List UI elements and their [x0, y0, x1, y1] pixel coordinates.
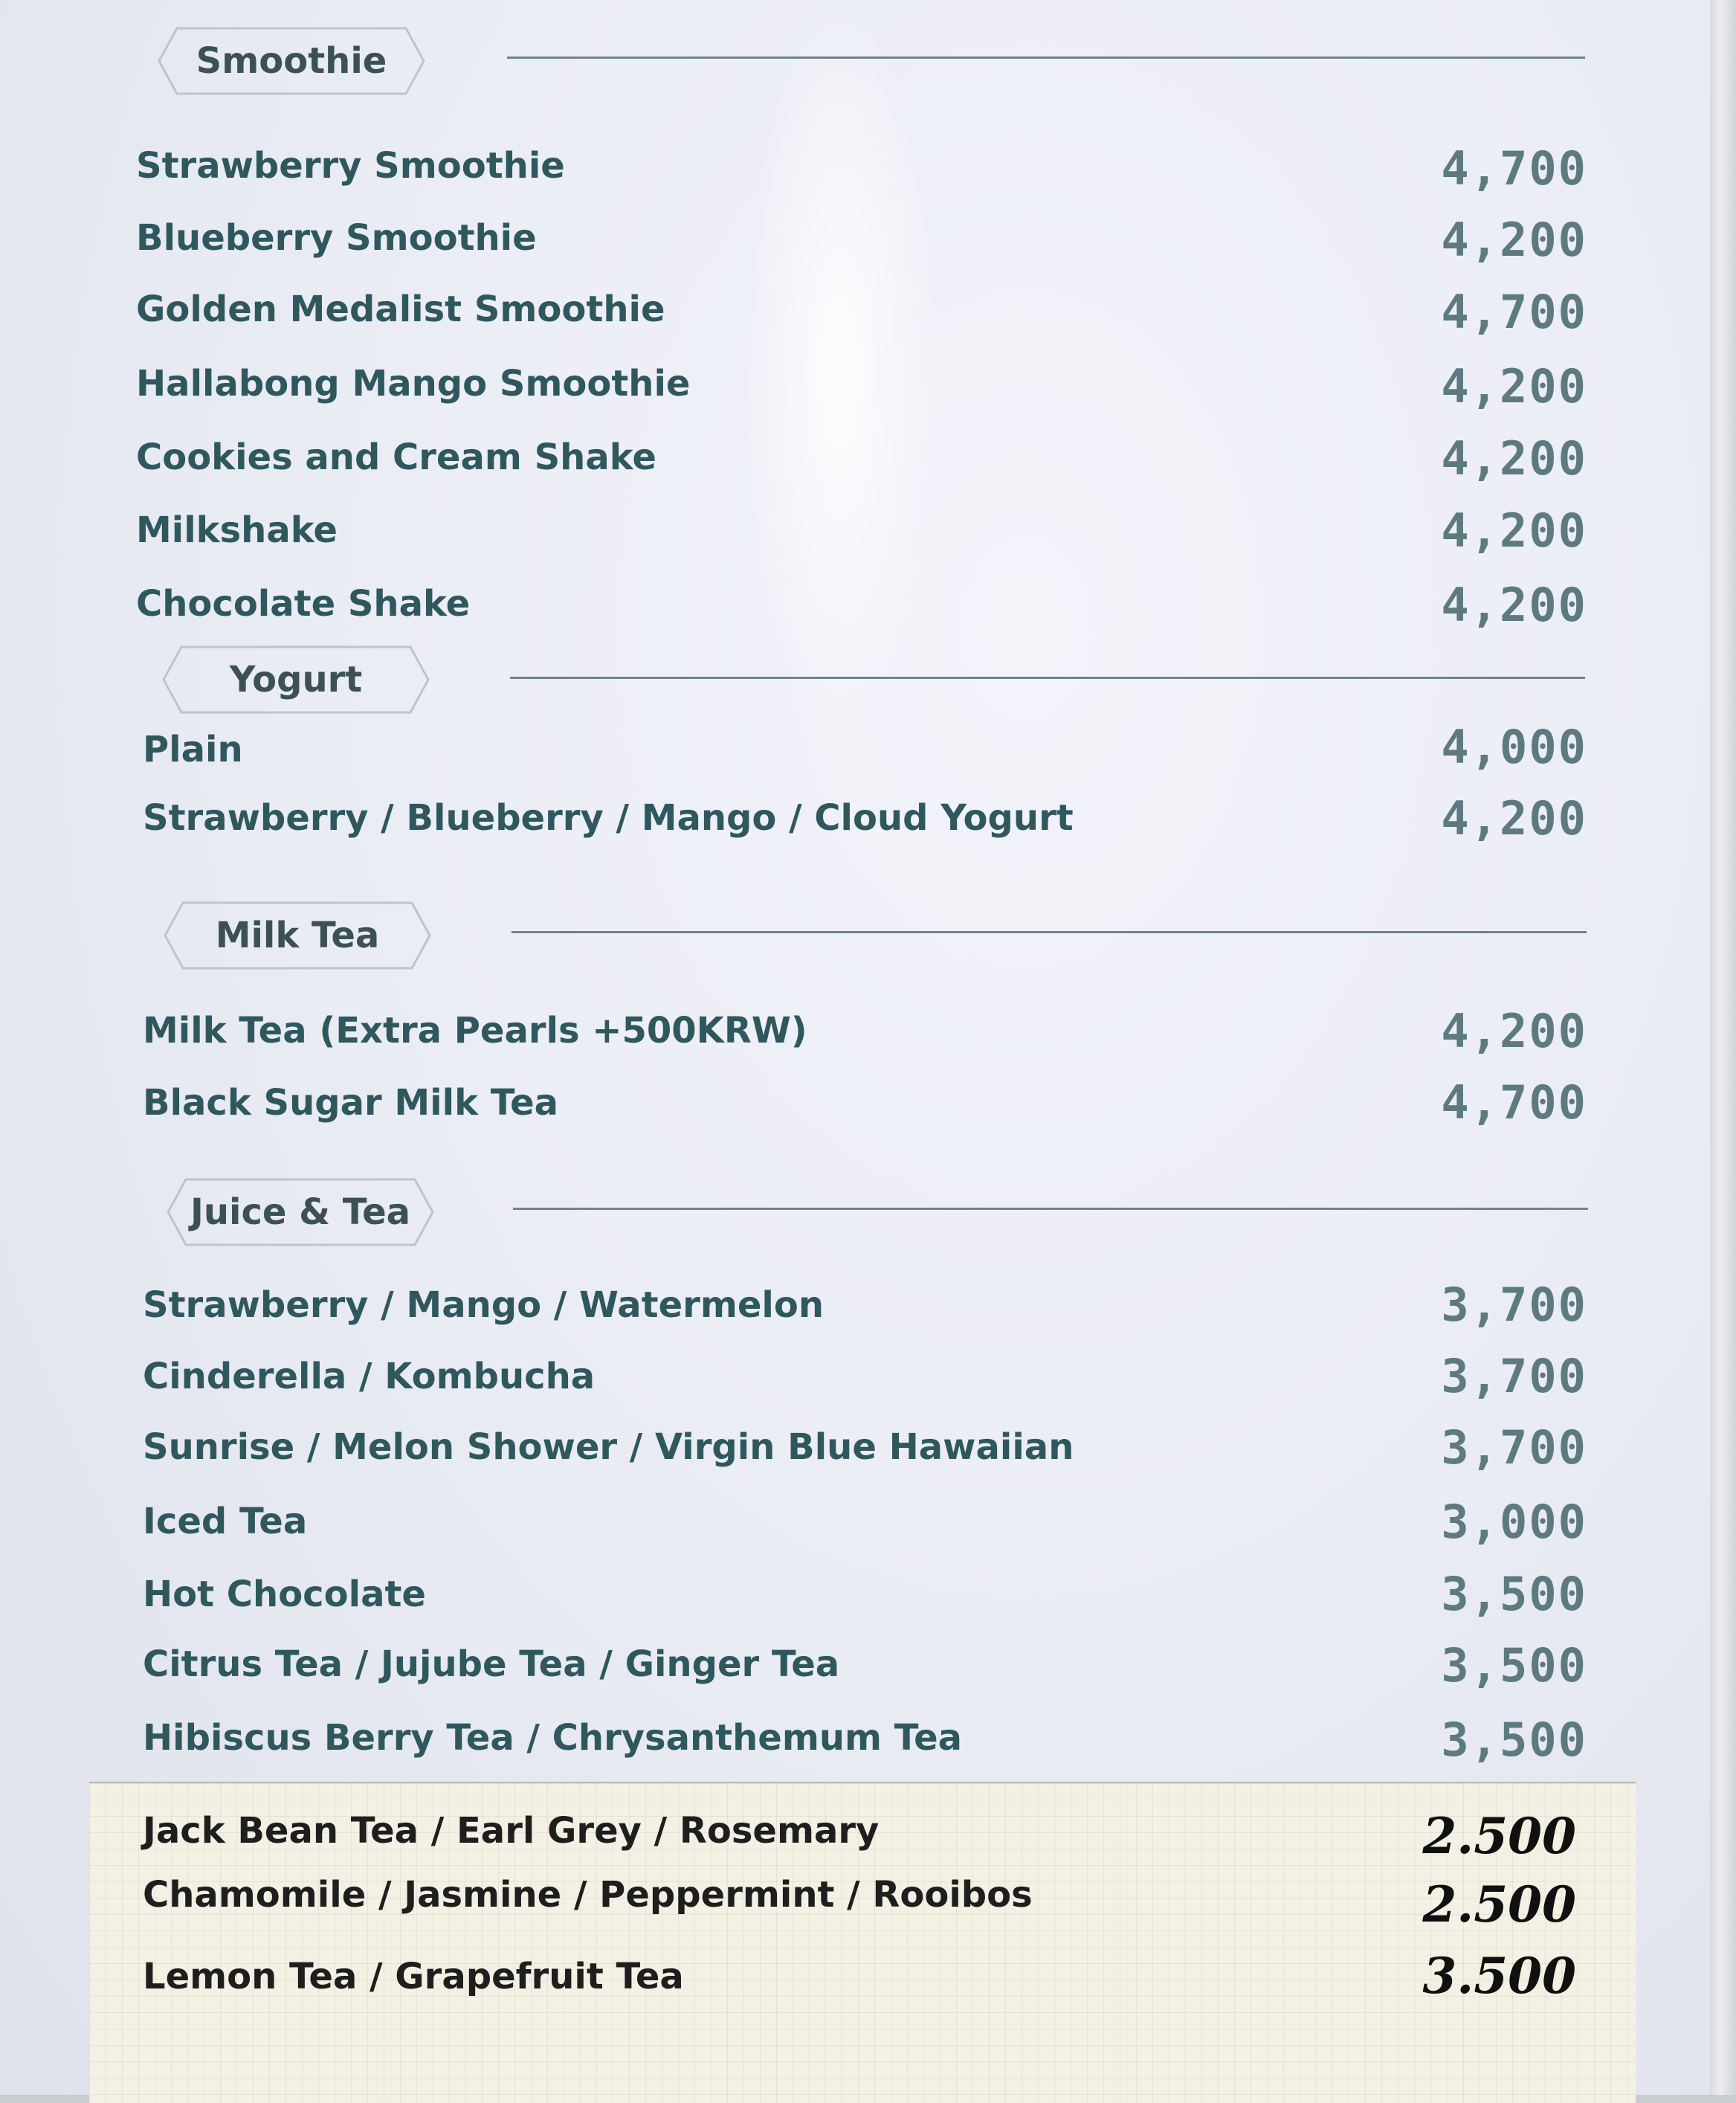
menu-item-name: Cinderella / Kombucha — [143, 1356, 596, 1397]
menu-item-name: Milkshake — [136, 509, 338, 551]
menu-item-price: 3,700 — [1441, 1278, 1587, 1332]
section-divider — [512, 931, 1587, 933]
menu-item-price: 4,000 — [1441, 720, 1587, 774]
section-title: Milk Tea — [215, 915, 380, 956]
menu-item-price: 4,200 — [1441, 1004, 1587, 1058]
menu-item-name: Plain — [143, 729, 243, 770]
note-item-price: 2.500 — [1422, 1875, 1576, 1933]
note-item-name: Lemon Tea / Grapefruit Tea — [143, 1956, 684, 1997]
menu-item-price: 4,700 — [1441, 285, 1587, 339]
section-divider — [507, 57, 1585, 59]
section-title: Smoothie — [196, 40, 387, 82]
menu-item-name: Chocolate Shake — [136, 583, 471, 625]
menu-item-price: 3,700 — [1441, 1349, 1587, 1403]
menu-item-price: 4,700 — [1441, 1075, 1587, 1130]
note-item-price: 3.500 — [1422, 1947, 1576, 2005]
menu-item-name: Hallabong Mango Smoothie — [136, 363, 691, 405]
menu-item-name: Strawberry / Blueberry / Mango / Cloud Yogurt — [143, 797, 1074, 839]
note-item-name: Chamomile / Jasmine / Peppermint / Rooibos — [143, 1874, 1033, 1916]
menu-item-name: Hot Chocolate — [143, 1574, 426, 1615]
note-item-name: Jack Bean Tea / Earl Grey / Rosemary — [143, 1810, 880, 1852]
section-tag-juice-tea — [167, 1178, 434, 1246]
menu-item-price: 4,200 — [1441, 359, 1587, 413]
section-tag-smoothie — [158, 27, 425, 95]
menu-item-price: 4,200 — [1441, 431, 1587, 486]
menu-item-name: Strawberry / Mango / Watermelon — [143, 1284, 825, 1326]
menu-item-name: Black Sugar Milk Tea — [143, 1082, 559, 1124]
section-title: Yogurt — [229, 659, 363, 701]
menu-item-price: 4,200 — [1441, 213, 1587, 267]
light-glare — [743, 0, 937, 744]
menu-item-name: Milk Tea (Extra Pearls +500KRW) — [143, 1010, 807, 1052]
menu-item-price: 3,000 — [1441, 1495, 1587, 1549]
section-tag-yogurt — [162, 645, 430, 714]
section-divider — [510, 677, 1585, 679]
menu-item-price: 4,200 — [1441, 791, 1587, 846]
section-title: Juice & Tea — [190, 1191, 411, 1233]
section-divider — [513, 1208, 1588, 1210]
menu-item-name: Hibiscus Berry Tea / Chrysanthemum Tea — [143, 1717, 963, 1759]
menu-item-price: 3,700 — [1441, 1420, 1587, 1475]
menu-item-price: 3,500 — [1441, 1567, 1587, 1621]
menu-item-name: Blueberry Smoothie — [136, 217, 537, 259]
menu-item-price: 4,200 — [1441, 578, 1587, 632]
menu-item-name: Strawberry Smoothie — [136, 145, 565, 187]
board-edge — [1710, 0, 1736, 2095]
menu-item-name: Citrus Tea / Jujube Tea / Ginger Tea — [143, 1643, 840, 1685]
menu-item-name: Iced Tea — [143, 1501, 308, 1542]
note-item-price: 2.500 — [1422, 1807, 1576, 1865]
menu-item-name: Cookies and Cream Shake — [136, 437, 656, 478]
menu-item-price: 4,200 — [1441, 503, 1587, 558]
menu-item-price: 3,500 — [1441, 1638, 1587, 1693]
menu-item-name: Sunrise / Melon Shower / Virgin Blue Hawaiian — [143, 1426, 1074, 1468]
menu-item-price: 3,500 — [1441, 1713, 1587, 1767]
menu-item-price: 4,700 — [1441, 141, 1587, 196]
section-tag-milk-tea — [164, 901, 431, 970]
menu-item-name: Golden Medalist Smoothie — [136, 289, 665, 330]
